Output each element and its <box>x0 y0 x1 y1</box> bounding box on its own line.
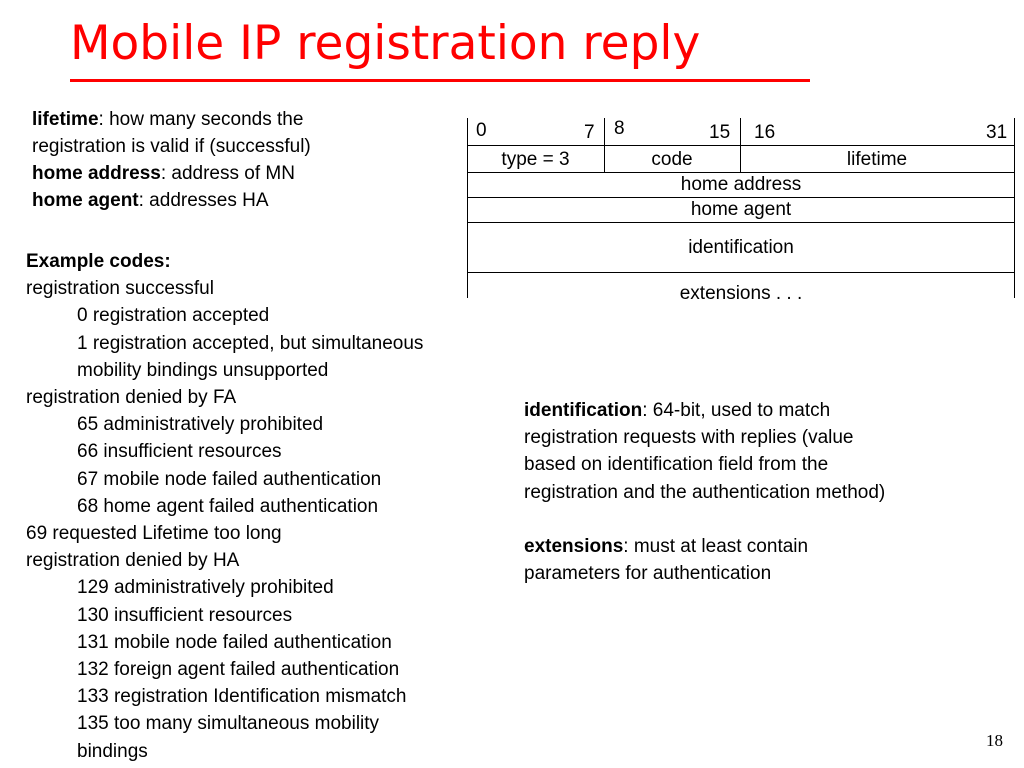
code-line: 132 foreign agent failed authentication <box>77 659 400 681</box>
home-address-desc: : address of MN <box>160 163 295 184</box>
title-underline <box>70 79 810 82</box>
field-identification: identification <box>688 237 794 258</box>
lifetime-desc-line2: registration is valid if (successful) <box>32 136 311 157</box>
home-agent-desc: : addresses HA <box>138 190 269 211</box>
notes-spacer <box>524 506 885 533</box>
field-notes <box>524 397 885 587</box>
row4-line <box>467 272 1015 273</box>
code-line: 69 requested Lifetime too long <box>26 523 282 545</box>
extensions-note-line1: extensions: must at least contain <box>524 536 809 557</box>
code-line: 130 insufficient resources <box>77 604 293 626</box>
home-address-definition <box>32 160 311 187</box>
code-line: 66 insufficient resources <box>77 441 282 463</box>
home-address-term: home address <box>32 163 161 184</box>
bit-label-15: 15 <box>709 122 731 143</box>
row1-line <box>467 172 1015 173</box>
field-type: type = 3 <box>501 149 570 170</box>
code-line: 68 home agent failed authentication <box>77 495 379 517</box>
code-line: registration denied by FA <box>26 387 237 409</box>
code-line: 1 registration accepted, but simultaneous <box>77 332 424 354</box>
extensions-note-line2: parameters for authentication <box>524 563 772 585</box>
code-line: 65 administratively prohibited <box>77 414 324 436</box>
code-line: 67 mobile node failed authentication <box>77 468 382 490</box>
field-definitions <box>32 106 311 214</box>
code-line: bindings <box>77 740 148 762</box>
row3-line <box>467 222 1015 223</box>
home-agent-definition <box>32 187 311 214</box>
code-line: registration successful <box>26 278 214 300</box>
slide-title: Mobile IP registration reply <box>70 16 701 71</box>
code-line: mobility bindings unsupported <box>77 359 329 381</box>
field-home-agent: home agent <box>690 199 792 220</box>
code-line: 135 too many simultaneous mobility <box>77 713 380 735</box>
identification-note-line4: registration and the authentication method) <box>524 481 886 503</box>
example-codes <box>26 248 423 765</box>
lifetime-term: lifetime <box>32 109 99 130</box>
code-line: 0 registration accepted <box>77 305 270 327</box>
field-extensions: extensions . . . <box>679 283 803 304</box>
extensions-term: extensions <box>524 536 624 557</box>
code-line: 129 administratively prohibited <box>77 577 334 599</box>
bit-label-31: 31 <box>986 122 1008 143</box>
identification-note-line1: identification: 64-bit, used to match <box>524 400 831 421</box>
lifetime-definition <box>32 106 311 133</box>
code-line: registration denied by HA <box>26 550 240 572</box>
code-line: 131 mobile node failed authentication <box>77 631 392 653</box>
identification-note-line2: registration requests with replies (value <box>524 427 854 449</box>
code-line: 133 registration Identification mismatch <box>77 686 407 708</box>
identification-note-line3: based on identification field from the <box>524 454 829 476</box>
bit-label-16: 16 <box>754 122 776 143</box>
field-code: code <box>651 149 693 170</box>
identification-term: identification <box>524 400 643 421</box>
home-agent-term: home agent <box>32 190 139 211</box>
field-home-address: home address <box>680 174 802 195</box>
page-number: 18 <box>986 731 1003 750</box>
packet-format-diagram <box>467 118 1015 304</box>
bit-label-0: 0 <box>476 120 487 141</box>
codes-heading: Example codes: <box>26 251 171 272</box>
row2-line <box>467 197 1015 198</box>
header-line <box>467 145 1015 146</box>
codes-list <box>26 275 423 765</box>
lifetime-desc: : how many seconds the <box>98 109 304 130</box>
field-lifetime: lifetime <box>846 149 908 170</box>
bit-label-8: 8 <box>614 118 625 139</box>
bit-label-7: 7 <box>584 122 595 143</box>
